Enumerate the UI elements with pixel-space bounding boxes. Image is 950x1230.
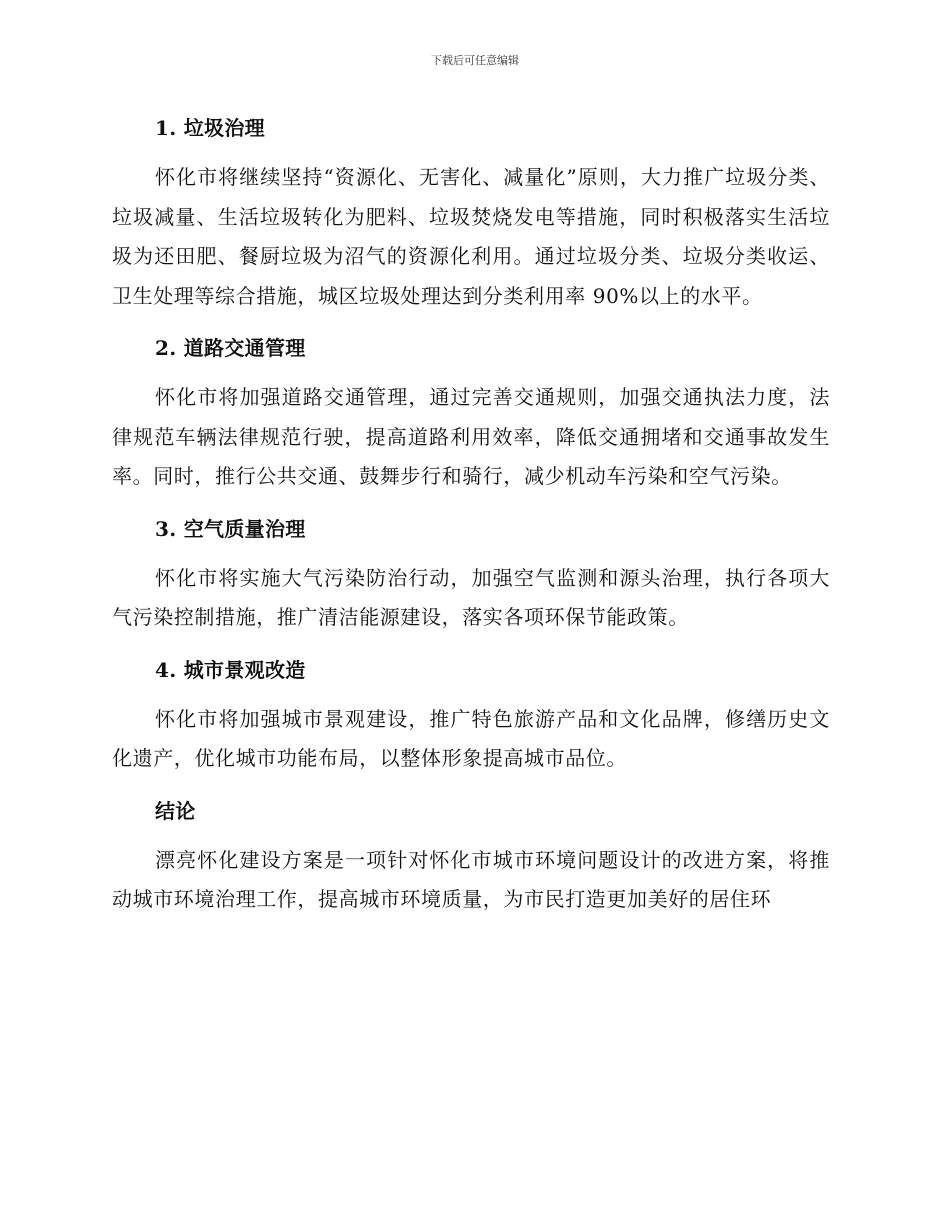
section-paragraph-conclusion: 漂亮怀化建设方案是一项针对怀化市城市环境问题设计的改进方案，将推动城市环境治理工作，提高城市环境质量，为市民打造更加美好的居住环 (112, 847, 830, 911)
page-header-note: 下载后可任意编辑 (431, 54, 519, 67)
document-body (112, 110, 830, 934)
section-paragraph-traffic: 怀化市将加强道路交通管理，通过完善交通规则，加强交通执法力度，法律规范车辆法律规范行驶，提高道路利用效率，降低交通拥堵和交通事故发生率。同时，推行公共交通、鼓舞步行和骑行，减少机动车污染和空气污染。 (112, 385, 830, 488)
section-heading-conclusion: 结论 (155, 798, 196, 823)
section-heading-air: 3. 空气质量治理 (155, 516, 306, 541)
section-paragraph-air: 怀化市将实施大气污染防治行动，加强空气监测和源头治理，执行各项大气污染控制措施，推广清洁能源建设，落实各项环保节能政策。 (112, 565, 830, 629)
section-heading-landscape: 4. 城市景观改造 (155, 657, 306, 682)
section-paragraph-garbage: 怀化市将继续坚持“资源化、无害化、减量化”原则，大力推广垃圾分类、垃圾减量、生活垃圾转化为肥料、垃圾焚烧发电等措施，同时积极落实生活垃圾为还田肥、餐厨垃圾为沼气的资源化利用。通过垃圾分类、垃圾分类收运、卫生处理等综合措施，城区垃圾处理达到分类利用率 90%以上的水平。 (112, 165, 830, 308)
section-heading-garbage: 1. 垃圾治理 (155, 116, 265, 140)
section-heading-traffic: 2. 道路交通管理 (155, 336, 306, 360)
section-paragraph-landscape: 怀化市将加强城市景观建设，推广特色旅游产品和文化品牌，修缮历史文化遗产，优化城市功能布局，以整体形象提高城市品位。 (112, 706, 830, 770)
